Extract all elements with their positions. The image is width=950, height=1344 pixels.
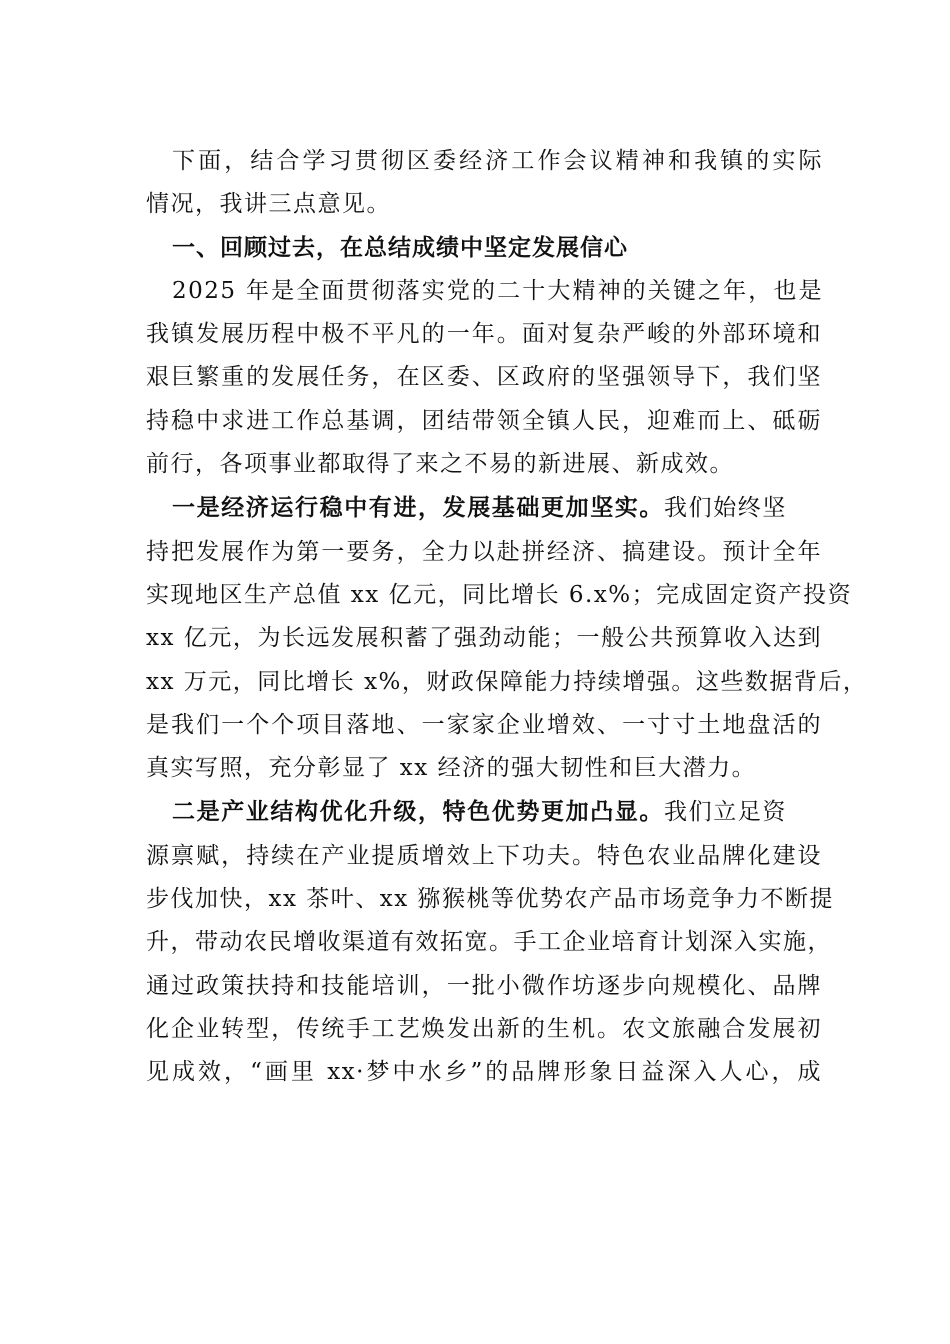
text-line: 前行，各项事业都取得了来之不易的新进展、新成效。 [146,451,734,478]
text-run: 我们立足资 [664,799,787,826]
paragraph-intro [146,140,827,227]
text-line: xx 亿元，为长远发展积蓄了强劲动能；一般公共预算收入达到 [146,625,822,652]
paragraph-economy [146,486,868,790]
paragraph-industry [146,790,835,1094]
text-line: 情况，我讲三点意见。 [146,191,391,218]
text-line: 持把发展作为第一要务，全力以赴拼经济、搞建设。预计全年 [146,538,822,565]
text-line: xx 万元，同比增长 x%，财政保障能力持续增强。这些数据背后， [146,668,868,695]
text-line: 见成效，“画里 xx·梦中水乡”的品牌形象日益深入人心，成 [146,1059,822,1086]
text-line: 化企业转型，传统手工艺焕发出新的生机。农文旅融合发展初 [146,1015,822,1042]
text-line [172,486,823,530]
text-line: 2025 年是全面贯彻落实党的二十大精神的关键之年，也是 [172,277,823,304]
paragraph-lead: 一是经济运行稳中有进，发展基础更加坚实。 [172,494,664,522]
text-line: 步伐加快，xx 茶叶、xx 猕猴桃等优势农产品市场竞争力不断提 [146,886,835,913]
text-run: 我们始终坚 [664,495,787,522]
text-line: 真实写照，充分彰显了 xx 经济的强大韧性和巨大潜力。 [146,755,757,782]
text-line [172,790,823,834]
text-line: 源禀赋，持续在产业提质增效上下功夫。特色农业品牌化建设 [146,842,822,869]
text-line: 是我们一个个项目落地、一家家企业增效、一寸寸土地盘活的 [146,711,822,738]
paragraph-review [146,270,827,486]
document-body [146,140,868,1095]
paragraph-lead: 二是产业结构优化升级，特色优势更加凸显。 [172,798,664,826]
text-line: 通过政策扶持和技能培训，一批小微作坊逐步向规模化、品牌 [146,972,822,999]
text-line: 我镇发展历程中极不平凡的一年。面对复杂严峻的外部环境和 [146,321,822,348]
text-line: 持稳中求进工作总基调，团结带领全镇人民，迎难而上、砥砺 [146,407,822,434]
text-line: 下面，结合学习贯彻区委经济工作会议精神和我镇的实际 [172,148,823,174]
text-line: 升，带动农民增收渠道有效拓宽。手工企业培育计划深入实施， [146,929,832,956]
text-line: 实现地区生产总值 xx 亿元，同比增长 6.x%；完成固定资产投资 [146,581,853,608]
text-line: 艰巨繁重的发展任务，在区委、区政府的坚强领导下，我们坚 [146,364,822,391]
section-heading: 一、回顾过去，在总结成绩中坚定发展信心 [172,234,628,261]
